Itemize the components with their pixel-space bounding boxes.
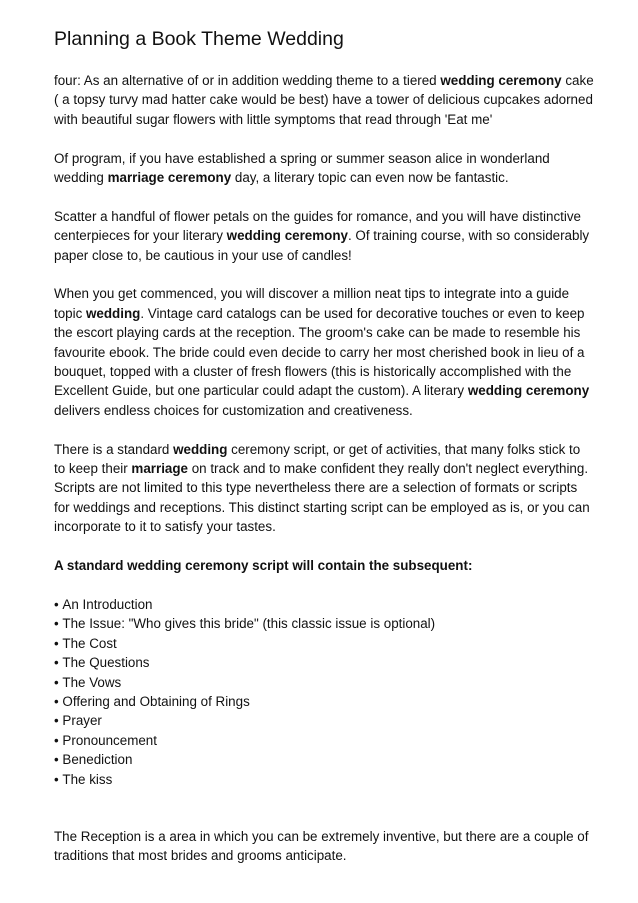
list-item: • Pronouncement: [54, 731, 594, 750]
text-run: ceremony script, or get of activities, that many folks stick to to keep their: [54, 441, 581, 477]
bold-keyword: wedding ceremony: [467, 383, 590, 399]
bold-keyword: wedding ceremony: [440, 73, 562, 88]
closing-paragraph: The Reception is a area in which you can be extremely inventive, but there are a couple of traditions that most brides and grooms anticipate.: [54, 828, 589, 864]
text-run: There is a standard: [54, 441, 174, 457]
text-run: on track and to make confident they really don't neglect everything. Scripts are not limited to this type nevertheless there are a selection of formats or scripts for weddings and receptions. This distinct starting script can be employed as is, or you can incorporate to it to satisfy your tastes.: [54, 461, 590, 535]
list-item: • The kiss: [54, 770, 594, 789]
paragraph: [54, 71, 594, 129]
list-item: • The Issue: "Who gives this bride" (this classic issue is optional): [54, 614, 594, 633]
list-item: • The Vows: [54, 673, 594, 692]
bold-keyword: marriage ceremony: [107, 170, 232, 186]
paragraph: [54, 284, 594, 420]
text-run: . Of training course, with so considerably paper close to, be cautious in your use of candles!: [54, 228, 590, 263]
text-run: Of program, if you have established a spring or summer season alice in wonderland wedding: [54, 150, 550, 186]
text-run: four: As an alternative of or in addition wedding theme to a tiered: [54, 73, 441, 88]
document-title: Planning a Book Theme Wedding: [54, 28, 344, 50]
bold-keyword: wedding ceremony: [226, 228, 348, 244]
document-page: [54, 26, 594, 885]
bold-keyword: marriage: [131, 461, 188, 477]
text-run: delivers endless choices for customization and creativeness.: [54, 402, 413, 418]
list-item: • Benediction: [54, 750, 594, 769]
list-item: • Prayer: [54, 711, 594, 730]
script-subheading: A standard wedding ceremony script will contain the subsequent:: [54, 558, 473, 574]
list-item: • The Questions: [54, 653, 594, 672]
text-run: . Vintage card catalogs can be used for decorative touches or even to keep the escort playing cards at the reception. The groom's cake can be made to resemble his favourite ebook. The bride could even decide to carry her most cherished book in lieu of a bouquet, topped with a cluster of fresh flowers (this is historically accomplished with the Excellent Guide, but one particular could adapt the custom). A literary: [54, 305, 585, 399]
bold-keyword: wedding: [173, 441, 228, 457]
list-item: • Offering and Obtaining of Rings: [54, 692, 594, 711]
paragraph: [54, 440, 594, 537]
text-run: cake ( a topsy turvy mad hatter cake would be best) have a tower of delicious cupcakes adorned with beautiful sugar flowers with little symptoms that read through 'Eat me': [54, 73, 594, 127]
text-run: Scatter a handful of flower petals on the guides for romance, and you will have distinctive centerpieces for your literary: [54, 208, 581, 244]
text-run: When you get commenced, you will discover a million neat tips to integrate into a guide topic: [54, 286, 570, 321]
ceremony-list: [54, 595, 594, 789]
list-item: • The Cost: [54, 634, 594, 653]
list-item: • An Introduction: [54, 595, 594, 614]
paragraph: [54, 207, 594, 265]
text-run: day, a literary topic can even now be fantastic.: [231, 170, 509, 186]
paragraph: [54, 149, 594, 188]
bold-keyword: wedding: [86, 305, 141, 321]
